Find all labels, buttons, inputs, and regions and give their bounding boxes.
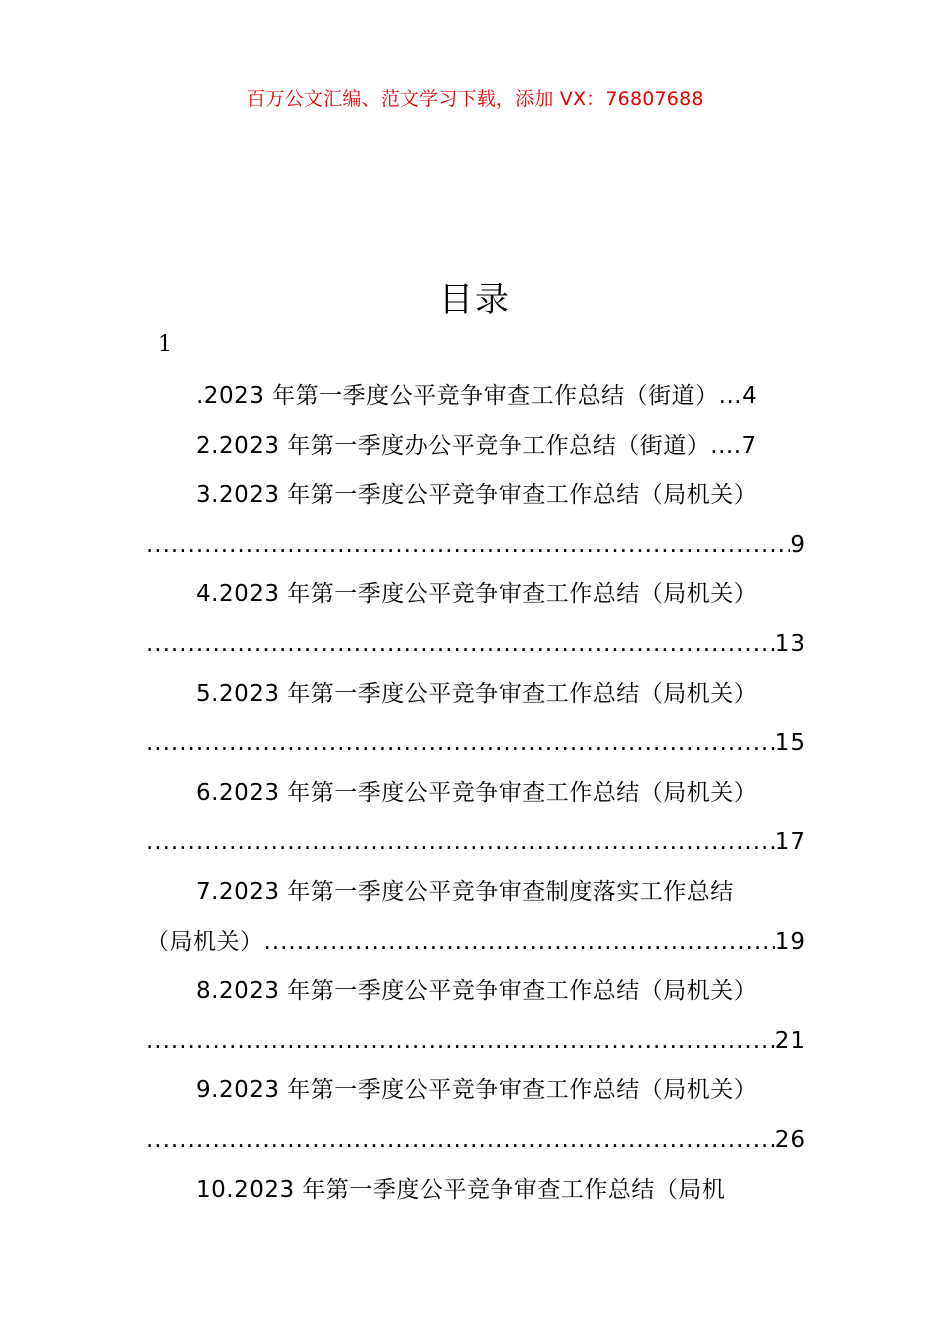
toc-entry-4-leader-line[interactable] (146, 620, 806, 670)
toc-page-number: 9 (790, 531, 806, 558)
toc-entry-3[interactable] (146, 471, 806, 521)
toc-entry-4[interactable] (146, 570, 806, 620)
toc-entry-1[interactable] (146, 372, 806, 422)
toc-leader (146, 620, 775, 670)
toc-entry-title: 5.2023 年第一季度公平竞争审查工作总结（局机关） (196, 680, 758, 707)
toc-entry-title: 6.2023 年第一季度公平竞争审查工作总结（局机关） (196, 779, 758, 806)
toc-entry-title: 10.2023 年第一季度公平竞争审查工作总结（局机 (196, 1176, 726, 1203)
toc-leader (146, 521, 790, 571)
toc-leader (146, 818, 775, 868)
toc-entry-3-leader-line[interactable] (146, 521, 806, 571)
toc-page-number: 19 (774, 928, 806, 955)
toc-page-number: 4 (742, 383, 758, 409)
toc-entry-7[interactable] (146, 868, 806, 918)
toc-entry-title-continued: （局机关） (146, 928, 264, 955)
toc-entry-title: 2.2023 年第一季度办公平竞争工作总结（街道） (196, 432, 711, 459)
toc-entry-9[interactable] (146, 1066, 806, 1116)
page-title: 目录 (439, 280, 511, 320)
toc-page-number: 7 (741, 432, 758, 459)
toc-entry-8-leader-line[interactable] (146, 1017, 806, 1067)
toc-entry-title: 8.2023 年第一季度公平竞争审查工作总结（局机关） (196, 978, 758, 1005)
toc-entry-8[interactable] (146, 967, 806, 1017)
toc-entry-7-leader-line[interactable] (146, 918, 806, 968)
toc-leader (146, 1116, 775, 1166)
toc-leader (146, 1017, 775, 1067)
toc-entry-title: 3.2023 年第一季度公平竞争审查工作总结（局机关） (196, 482, 758, 509)
table-of-contents (146, 372, 806, 1215)
toc-leader: .... (710, 432, 742, 459)
toc-page-number: 26 (774, 1126, 806, 1153)
toc-entry-6-leader-line[interactable] (146, 818, 806, 868)
toc-page-number: 13 (774, 630, 806, 657)
toc-entry-title: .2023 年第一季度公平竞争审查工作总结（街道） (196, 383, 719, 409)
toc-entry-9-leader-line[interactable] (146, 1116, 806, 1166)
toc-entry-title: 9.2023 年第一季度公平竞争审查工作总结（局机关） (196, 1077, 758, 1104)
list-marker: 1 (158, 332, 172, 357)
toc-entry-5-leader-line[interactable] (146, 719, 806, 769)
header-notice: 百万公文汇编、范文学习下载，添加 VX：76807688 (246, 88, 704, 110)
toc-page-number: 17 (774, 829, 806, 856)
toc-entry-6[interactable] (146, 769, 806, 819)
toc-entry-2[interactable] (146, 422, 806, 472)
toc-entry-10[interactable] (146, 1166, 806, 1216)
toc-entry-5[interactable] (146, 670, 806, 720)
toc-leader (264, 918, 775, 968)
toc-leader: ... (718, 383, 743, 409)
toc-entry-title: 7.2023 年第一季度公平竞争审查制度落实工作总结 (196, 878, 734, 905)
toc-leader (146, 719, 775, 769)
toc-page-number: 21 (774, 1027, 806, 1054)
toc-entry-title: 4.2023 年第一季度公平竞争审查工作总结（局机关） (196, 581, 758, 608)
toc-page-number: 15 (774, 730, 806, 757)
